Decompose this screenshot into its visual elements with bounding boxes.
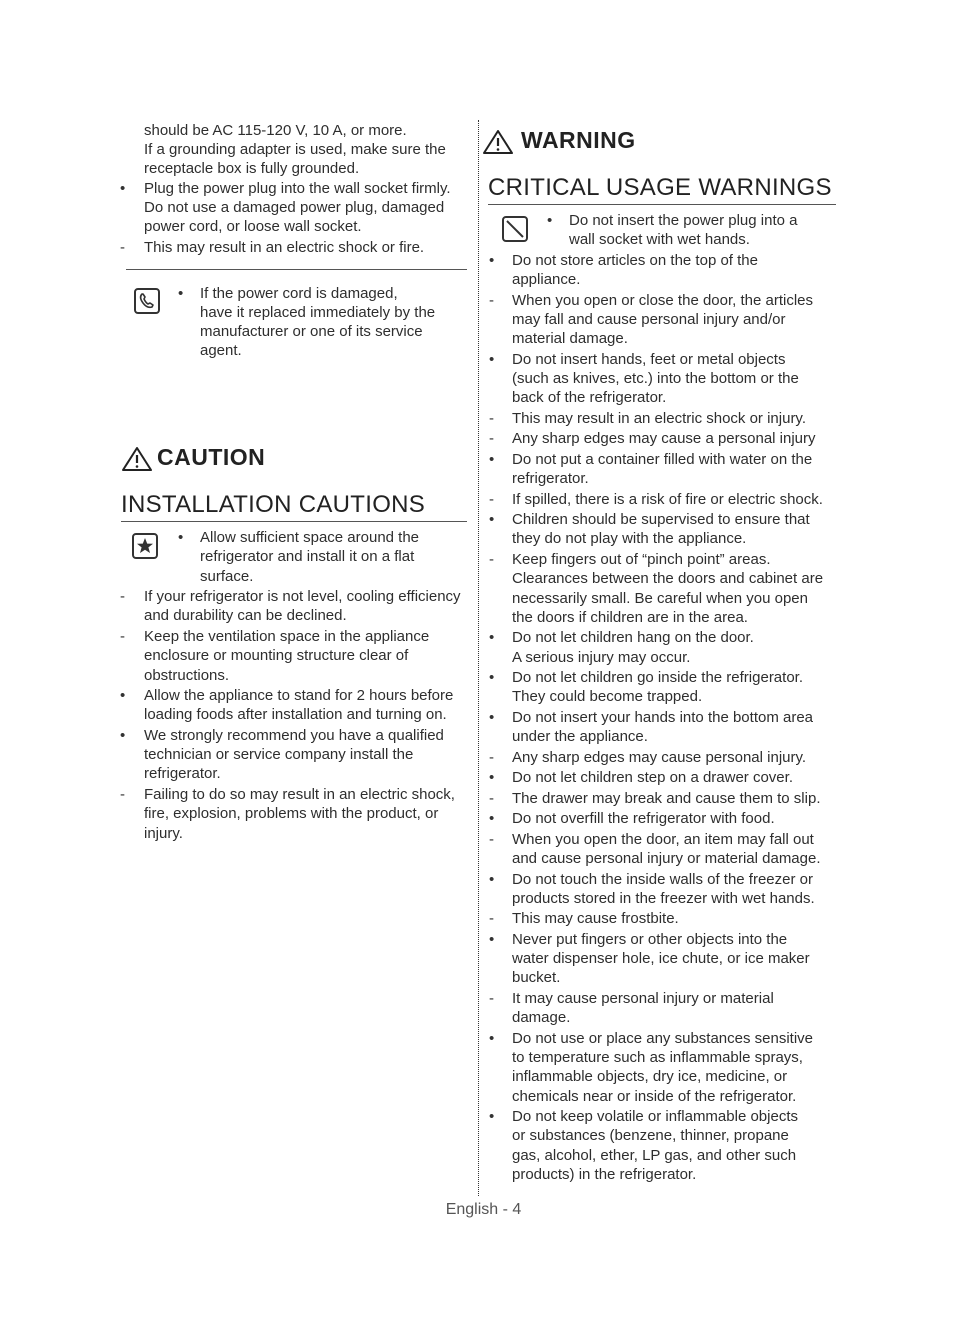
- text-line: We strongly recommend you have a qualified: [144, 726, 444, 744]
- text-line: to temperature such as inflammable sprays,: [512, 1049, 803, 1066]
- text-line: It may cause personal injury or material: [512, 989, 774, 1007]
- bullet-dot: •: [489, 511, 495, 529]
- text-line: Do not insert hands, feet or metal objects: [512, 350, 786, 368]
- bullet-dot: •: [489, 870, 495, 888]
- text-line: Do not put a container filled with water on the: [512, 450, 813, 468]
- text-line: gas, alcohol, ether, LP gas, and other such: [512, 1146, 797, 1164]
- warning-triangle-icon: [482, 129, 514, 155]
- section-title: INSTALLATION CAUTIONS: [121, 491, 426, 518]
- text-line: This may result in an electric shock or injury.: [512, 409, 806, 427]
- text-line: If spilled, there is a risk of fire or electric shock.: [512, 490, 823, 508]
- dash-mark: -: [489, 989, 494, 1007]
- text-line: refrigerator and install it on a flat: [200, 548, 415, 566]
- dash-mark: -: [120, 588, 125, 606]
- dash-mark: -: [489, 550, 494, 568]
- dash-mark: -: [489, 789, 494, 807]
- text-line: manufacturer or one of its service: [200, 323, 423, 340]
- text-line: and durability can be declined.: [144, 607, 347, 625]
- bullet-dot: •: [489, 629, 495, 647]
- text-line: If the power cord is damaged,: [200, 285, 398, 302]
- text-line: enclosure or mounting structure clear of: [144, 647, 409, 665]
- text-line: the doors if children are in the area.: [512, 608, 748, 626]
- caution-title: CAUTION: [157, 444, 266, 470]
- text-line: or substances (benzene, thinner, propane: [512, 1127, 789, 1145]
- bullet-dot: •: [178, 529, 184, 546]
- dash-mark: -: [120, 627, 125, 645]
- text-line: water dispenser hole, ice chute, or ice maker: [512, 950, 810, 968]
- text-line: may fall and cause personal injury and/or: [512, 310, 786, 328]
- text-line: Do not let children go inside the refrigerator.: [512, 669, 803, 687]
- text-line: material damage.: [512, 330, 628, 348]
- text-line: appliance.: [512, 271, 581, 289]
- bullet-dot: •: [489, 708, 495, 726]
- dash-mark: -: [120, 785, 125, 803]
- text-line: Plug the power plug into the wall socket firmly.: [144, 180, 451, 197]
- bullet-dot: •: [120, 687, 126, 704]
- dash-mark: -: [489, 291, 494, 309]
- text-line: refrigerator.: [512, 470, 589, 488]
- text-line: chemicals near or inside of the refrigerator.: [512, 1087, 797, 1105]
- text-line: Never put fingers or other objects into the: [512, 930, 788, 948]
- bullet-dot: •: [178, 285, 184, 302]
- warning-triangle-icon: [121, 446, 153, 472]
- text-line: Keep fingers out of “pinch point” areas.: [512, 550, 771, 568]
- text-line: Clearances between the doors and cabinet are: [512, 570, 824, 588]
- text-line: This may cause frostbite.: [512, 910, 679, 928]
- text-line: Do not insert the power plug into a: [569, 212, 798, 229]
- text-line: Do not keep volatile or inflammable objects: [512, 1108, 798, 1126]
- text-line: A serious injury may occur.: [512, 648, 691, 666]
- text-line: Children should be supervised to ensure that: [512, 511, 810, 529]
- text-line: When you open or close the door, the articles: [512, 291, 814, 309]
- text-line: refrigerator.: [144, 765, 221, 783]
- text-line: under the appliance.: [512, 728, 648, 746]
- text-line: Do not store articles on the top of the: [512, 251, 758, 269]
- text-line: (such as knives, etc.) into the bottom or the: [512, 370, 799, 387]
- text-line: and cause personal injury or material damage.: [512, 850, 821, 867]
- text-line: they do not play with the appliance.: [512, 530, 747, 548]
- dash-mark: -: [489, 748, 494, 766]
- text-line: If a grounding adapter is used, make sure the: [144, 141, 446, 158]
- text-line: Allow sufficient space around the: [200, 529, 420, 546]
- bullet-dot: •: [120, 726, 126, 744]
- text-line: bucket.: [512, 969, 561, 987]
- text-line: Do not touch the inside walls of the freezer or: [512, 870, 813, 888]
- bullet-dot: •: [489, 350, 495, 368]
- warning-title: WARNING: [521, 127, 636, 153]
- bullet-dot: •: [489, 669, 495, 687]
- prohibited-icon: [502, 216, 528, 242]
- section-rule: [126, 269, 467, 270]
- text-line: surface.: [200, 567, 254, 585]
- text-line: technician or service company install the: [144, 746, 414, 764]
- text-line: Do not insert your hands into the bottom area: [512, 708, 814, 726]
- text-line: Any sharp edges may cause a personal injury: [512, 430, 816, 448]
- text-line: inflammable objects, dry ice, medicine, or: [512, 1068, 788, 1086]
- bullet-dot: •: [489, 810, 495, 828]
- text-line: wall socket with wet hands.: [569, 231, 750, 249]
- bullet-dot: •: [120, 180, 126, 197]
- text-line: loading foods after installation and turning on.: [144, 706, 447, 724]
- text-line: fire, explosion, problems with the product, or: [144, 805, 439, 823]
- text-line: They could become trapped.: [512, 688, 703, 706]
- bullet-dot: •: [489, 769, 495, 787]
- text-line: If your refrigerator is not level, cooling efficiency: [144, 588, 461, 606]
- dash-mark: -: [489, 910, 494, 928]
- text-line: damage.: [512, 1009, 571, 1027]
- text-line: Do not use a damaged power plug, damaged: [144, 199, 445, 216]
- bullet-dot: •: [489, 930, 495, 948]
- text-line: necessarily small. Be careful when you open: [512, 589, 808, 607]
- text-line: Do not let children step on a drawer cover.: [512, 769, 793, 787]
- dash-mark: -: [489, 490, 494, 508]
- bullet-dot: •: [489, 450, 495, 468]
- section-title: CRITICAL USAGE WARNINGS: [488, 174, 832, 201]
- dash-mark: -: [120, 239, 125, 256]
- text-line: agent.: [200, 342, 242, 359]
- text-line: Do not overfill the refrigerator with food.: [512, 810, 775, 828]
- text-line: Do not use or place any substances sensitive: [512, 1029, 814, 1047]
- bullet-dot: •: [489, 1108, 495, 1126]
- text-line: back of the refrigerator.: [512, 389, 667, 407]
- text-line: Keep the ventilation space in the appliance: [144, 627, 430, 645]
- phone-icon: [134, 288, 160, 314]
- text-line: products stored in the freezer with wet hands.: [512, 889, 815, 907]
- text-line: Allow the appliance to stand for 2 hours before: [144, 687, 454, 704]
- text-line: Failing to do so may result in an electric shock,: [144, 785, 455, 803]
- dash-mark: -: [489, 409, 494, 427]
- bullet-dot: •: [489, 251, 495, 269]
- text-line: This may result in an electric shock or fire.: [144, 239, 425, 256]
- text-line: Do not let children hang on the door.: [512, 629, 754, 647]
- section-rule: [488, 204, 836, 205]
- bullet-dot: •: [489, 1029, 495, 1047]
- bullet-dot: •: [547, 212, 553, 229]
- star-icon: [132, 533, 158, 559]
- text-line: receptacle box is fully grounded.: [144, 160, 360, 177]
- dash-mark: -: [489, 430, 494, 448]
- column-divider: [478, 120, 479, 1196]
- section-rule: [121, 521, 467, 522]
- text-line: When you open the door, an item may fall out: [512, 830, 814, 848]
- text-line: Any sharp edges may cause personal injury.: [512, 748, 807, 766]
- page-footer: English - 4: [445, 1201, 522, 1218]
- text-line: obstructions.: [144, 666, 230, 684]
- text-line: have it replaced immediately by the: [200, 304, 436, 321]
- text-line: should be AC 115-120 V, 10 A, or more.: [144, 122, 407, 139]
- text-line: injury.: [144, 824, 183, 842]
- text-line: power cord, or loose wall socket.: [144, 218, 362, 235]
- text-line: products) in the refrigerator.: [512, 1166, 697, 1183]
- dash-mark: -: [489, 830, 494, 848]
- text-line: The drawer may break and cause them to slip.: [512, 789, 821, 807]
